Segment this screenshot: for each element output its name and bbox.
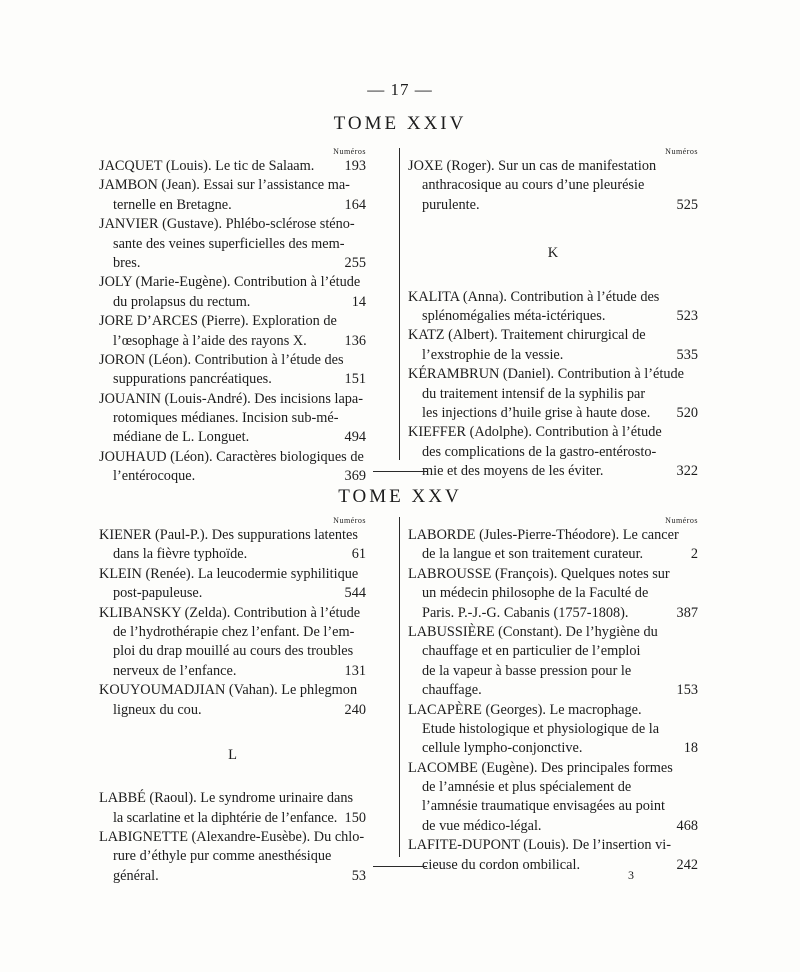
entry-number: 523 xyxy=(676,307,698,324)
entry-text: dans la fièvre typhoïde. xyxy=(113,546,248,563)
entry-number: 153 xyxy=(676,682,698,699)
index-entry xyxy=(99,789,366,828)
index-entry xyxy=(408,365,698,423)
entry-title-line xyxy=(408,346,698,365)
entry-title-line xyxy=(408,817,698,836)
entry-text: anthracosique au cours d’une pleurésie xyxy=(422,177,645,194)
column-tome-xxiv-right xyxy=(408,146,698,481)
column-tome-xxv-right xyxy=(408,515,698,875)
entry-text: un médecin philosophe de la Faculté de xyxy=(422,585,649,602)
entry-text: LABIGNETTE (Alexandre-Eusèbe). Du chlo- xyxy=(99,829,365,846)
entry-title-line xyxy=(99,623,366,642)
entry-text: JANVIER (Gustave). Phlébo-sclérose sténo- xyxy=(99,216,355,233)
entry-text: KÉRAMBRUN (Daniel). Contribution à l’étude xyxy=(408,366,684,383)
entry-title-line xyxy=(99,370,366,389)
entry-text: KLIBANSKY (Zelda). Contribution à l’étude xyxy=(99,604,361,621)
entry-title-line xyxy=(99,196,366,215)
entry-title-line xyxy=(408,778,698,797)
entry-number: 494 xyxy=(344,429,366,446)
index-entry xyxy=(408,701,698,759)
index-entry xyxy=(99,157,366,176)
entry-text: Paris. P.-J.-G. Cabanis (1757-1808). xyxy=(422,604,629,621)
section-title: TOME XXIV xyxy=(333,113,467,134)
entry-text: nerveux de l’enfance. xyxy=(113,662,237,679)
entry-title-line xyxy=(99,293,366,312)
index-entry xyxy=(99,448,366,487)
entry-author-line xyxy=(408,836,698,855)
entry-text: bres. xyxy=(113,254,141,271)
entry-text: LACOMBE (Eugène). Des principales formes xyxy=(408,759,673,776)
entry-author-line xyxy=(408,157,698,176)
numeros-label: Numéros xyxy=(333,516,366,525)
entry-author-line xyxy=(99,390,366,409)
entry-author-line xyxy=(99,215,366,234)
index-entry xyxy=(408,565,698,623)
index-entry xyxy=(408,759,698,837)
entry-number: 520 xyxy=(676,404,698,421)
entry-text: LAFITE-DUPONT (Louis). De l’insertion vi- xyxy=(408,837,671,854)
letter-heading: K xyxy=(547,245,559,262)
column-divider xyxy=(399,517,400,857)
entry-author-line xyxy=(99,789,366,808)
entry-title-line xyxy=(408,604,698,623)
entry-author-line xyxy=(99,157,366,176)
index-entry xyxy=(99,273,366,312)
entry-text: JOUANIN (Louis-André). Des incisions lapa- xyxy=(99,390,364,407)
entry-author-line xyxy=(408,623,698,642)
entry-text: sante des veines superficielles des mem- xyxy=(113,235,345,252)
entry-number: 544 xyxy=(344,585,366,602)
index-entry xyxy=(408,157,698,215)
entry-title-line xyxy=(99,701,366,720)
entry-number: 18 xyxy=(683,740,698,757)
entry-number: 255 xyxy=(344,254,366,271)
index-entry xyxy=(99,390,366,448)
entry-number: 468 xyxy=(676,817,698,834)
entry-text: KOUYOUMADJIAN (Vahan). Le phlegmon xyxy=(99,682,358,699)
entry-text: l’entérocoque. xyxy=(113,468,196,485)
entry-text: l’amnésie traumatique envisagées au point xyxy=(422,798,665,815)
index-entry xyxy=(99,351,366,390)
index-entry xyxy=(99,176,366,215)
entry-number: 240 xyxy=(344,701,366,718)
entry-title-line xyxy=(408,307,698,326)
entry-title-line xyxy=(408,462,698,481)
entry-text: de l’amnésie et plus spécialement de xyxy=(422,779,632,796)
entry-number: 136 xyxy=(344,332,366,349)
entry-title-line xyxy=(99,235,366,254)
entry-title-line xyxy=(408,739,698,758)
entry-author-line xyxy=(99,681,366,700)
index-entry xyxy=(99,526,366,565)
entry-author-line xyxy=(408,565,698,584)
index-entry xyxy=(408,623,698,701)
numeros-label: Numéros xyxy=(665,147,698,156)
entry-text: JOXE (Roger). Sur un cas de manifestation xyxy=(408,158,657,174)
column-divider xyxy=(399,148,400,460)
entry-text: JOUHAUD (Léon). Caractères biologiques de xyxy=(99,448,364,465)
entry-author-line xyxy=(99,828,366,847)
index-entry xyxy=(408,526,698,565)
entry-text: les injections d’huile grise à haute dose. xyxy=(422,404,651,421)
entry-number: 14 xyxy=(351,293,366,310)
entry-text: KLEIN (Renée). La leucodermie syphilitique xyxy=(99,565,359,582)
index-entry xyxy=(99,565,366,604)
entry-number: 387 xyxy=(676,604,698,621)
entry-text: médiane de L. Longuet. xyxy=(113,429,250,446)
entry-author-line xyxy=(408,423,698,442)
entry-number: 53 xyxy=(351,867,366,884)
entry-number: 61 xyxy=(351,546,366,563)
entry-text: suppurations pancréatiques. xyxy=(113,371,272,388)
entry-number: 131 xyxy=(344,662,366,679)
entry-text: KATZ (Albert). Traitement chirurgical de xyxy=(408,327,646,344)
entry-number: 322 xyxy=(676,463,698,480)
entry-text: du traitement intensif de la syphilis par xyxy=(422,385,646,402)
entry-title-line xyxy=(99,584,366,603)
entry-number: 164 xyxy=(344,196,366,213)
entry-text: l’exstrophie de la vessie. xyxy=(422,346,564,363)
entry-title-line xyxy=(408,584,698,603)
entry-text: des complications de la gastro-entérosto- xyxy=(422,443,657,460)
entry-title-line xyxy=(408,856,698,875)
entry-title-line xyxy=(408,176,698,195)
entry-text: JORE D’ARCES (Pierre). Exploration de xyxy=(99,313,337,330)
entry-text: JACQUET (Louis). Le tic de Salaam. xyxy=(99,158,315,174)
entry-title-line xyxy=(408,385,698,404)
entry-text: LABBÉ (Raoul). Le syndrome urinaire dans xyxy=(99,790,354,807)
column-tome-xxiv-left xyxy=(99,146,366,487)
entry-title-line xyxy=(99,642,366,661)
entry-text: de la vapeur à basse pression pour le xyxy=(422,662,632,679)
entry-number: 242 xyxy=(676,856,698,873)
entry-title-line xyxy=(408,720,698,739)
entry-text: de la langue et son traitement curateur. xyxy=(422,546,644,563)
entry-text: KALITA (Anna). Contribution à l’étude des xyxy=(408,288,660,305)
entry-text: purulente. xyxy=(422,196,480,213)
entry-text: chauffage et en particulier de l’emploi xyxy=(422,643,641,660)
entry-author-line xyxy=(408,759,698,778)
entry-text: la scarlatine et la diphtérie de l’enfance. xyxy=(113,809,338,826)
signature-mark: 3 xyxy=(628,868,634,882)
column-tome-xxv-left xyxy=(99,515,366,886)
entry-author-line xyxy=(99,312,366,331)
entry-text: ploi du drap mouillé au cours des troubles xyxy=(113,643,354,660)
entry-text: rotomiques médianes. Incision sub-mé- xyxy=(113,410,339,427)
entry-text: LABORDE (Jules-Pierre-Théodore). Le cancer xyxy=(408,527,679,543)
index-entry xyxy=(408,423,698,481)
entry-author-line xyxy=(408,701,698,720)
entry-title-line xyxy=(99,847,366,866)
entry-number: 535 xyxy=(676,346,698,363)
entry-title-line xyxy=(408,443,698,462)
index-entry xyxy=(99,681,366,720)
section-separator xyxy=(373,471,427,472)
index-entry xyxy=(408,836,698,875)
entry-text: JORON (Léon). Contribution à l’étude des xyxy=(99,351,344,368)
entry-number: 2 xyxy=(690,546,698,563)
entry-number: 193 xyxy=(344,158,366,174)
entry-text: splénomégalies méta-ictériques. xyxy=(422,307,606,324)
entry-text: Etude histologique et physiologique de la xyxy=(422,720,660,737)
entry-text: chauffage. xyxy=(422,682,482,699)
entry-author-line xyxy=(408,326,698,345)
entry-text: rure d’éthyle pur comme anesthésique xyxy=(113,848,332,865)
entry-text: du prolapsus du rectum. xyxy=(113,293,251,310)
entry-text: l’œsophage à l’aide des rayons X. xyxy=(113,332,307,349)
entry-text: mie et des moyens de les éviter. xyxy=(422,463,604,480)
entry-title-line xyxy=(408,662,698,681)
entry-text: JOLY (Marie-Eugène). Contribution à l’étude xyxy=(99,274,361,291)
entry-title-line xyxy=(408,681,698,700)
index-entry xyxy=(408,326,698,365)
entry-number: 151 xyxy=(344,371,366,388)
entry-author-line xyxy=(408,526,698,545)
entry-number: 150 xyxy=(344,809,366,826)
entry-author-line xyxy=(99,565,366,584)
entry-text: JAMBON (Jean). Essai sur l’assistance ma- xyxy=(99,177,350,194)
entry-author-line xyxy=(99,176,366,195)
section-title: TOME XXV xyxy=(338,486,462,507)
index-entry xyxy=(99,312,366,351)
entry-number: 525 xyxy=(676,196,698,213)
entry-author-line xyxy=(99,273,366,292)
entry-text: LACAPÈRE (Georges). Le macrophage. xyxy=(408,701,642,718)
entry-text: ligneux du cou. xyxy=(113,701,202,718)
entry-title-line xyxy=(99,332,366,351)
entry-text: LABUSSIÈRE (Constant). De l’hygiène du xyxy=(408,623,658,640)
entry-title-line xyxy=(99,254,366,273)
entry-author-line xyxy=(408,288,698,307)
entry-text: KIEFFER (Adolphe). Contribution à l’étude xyxy=(408,424,662,441)
entry-title-line xyxy=(99,428,366,447)
entry-text: KIENER (Paul-P.). Des suppurations latentes xyxy=(99,527,358,543)
entry-text: LABROUSSE (François). Quelques notes sur xyxy=(408,565,670,582)
entry-title-line xyxy=(99,809,366,828)
entry-author-line xyxy=(408,365,698,384)
letter-heading: L xyxy=(228,746,237,763)
entry-text: général. xyxy=(113,867,159,884)
entry-author-line xyxy=(99,526,366,545)
bottom-separator xyxy=(373,866,427,867)
numeros-label: Numéros xyxy=(333,147,366,156)
entry-title-line xyxy=(99,867,366,886)
numeros-label: Numéros xyxy=(665,516,698,525)
entry-author-line xyxy=(99,448,366,467)
index-entry xyxy=(99,828,366,886)
entry-text: de vue médico-légal. xyxy=(422,817,542,834)
entry-text: post-papuleuse. xyxy=(113,585,203,602)
entry-title-line xyxy=(99,467,366,486)
entry-text: cieuse du cordon ombilical. xyxy=(422,856,581,873)
entry-author-line xyxy=(99,351,366,370)
entry-author-line xyxy=(99,604,366,623)
entry-title-line xyxy=(408,642,698,661)
entry-title-line xyxy=(99,545,366,564)
entry-text: cellule lympho-conjonctive. xyxy=(422,740,583,757)
entry-text: ternelle en Bretagne. xyxy=(113,196,232,213)
entry-title-line xyxy=(99,662,366,681)
index-entry xyxy=(99,215,366,273)
index-entry xyxy=(99,604,366,682)
index-entry xyxy=(408,288,698,327)
entry-number: 369 xyxy=(344,468,366,485)
entry-title-line xyxy=(99,409,366,428)
entry-title-line xyxy=(408,196,698,215)
entry-title-line xyxy=(408,797,698,816)
entry-text: de l’hydrothérapie chez l’enfant. De l’em- xyxy=(113,623,355,640)
page-number: — 17 — xyxy=(367,80,433,99)
entry-title-line xyxy=(408,404,698,423)
entry-title-line xyxy=(408,545,698,564)
